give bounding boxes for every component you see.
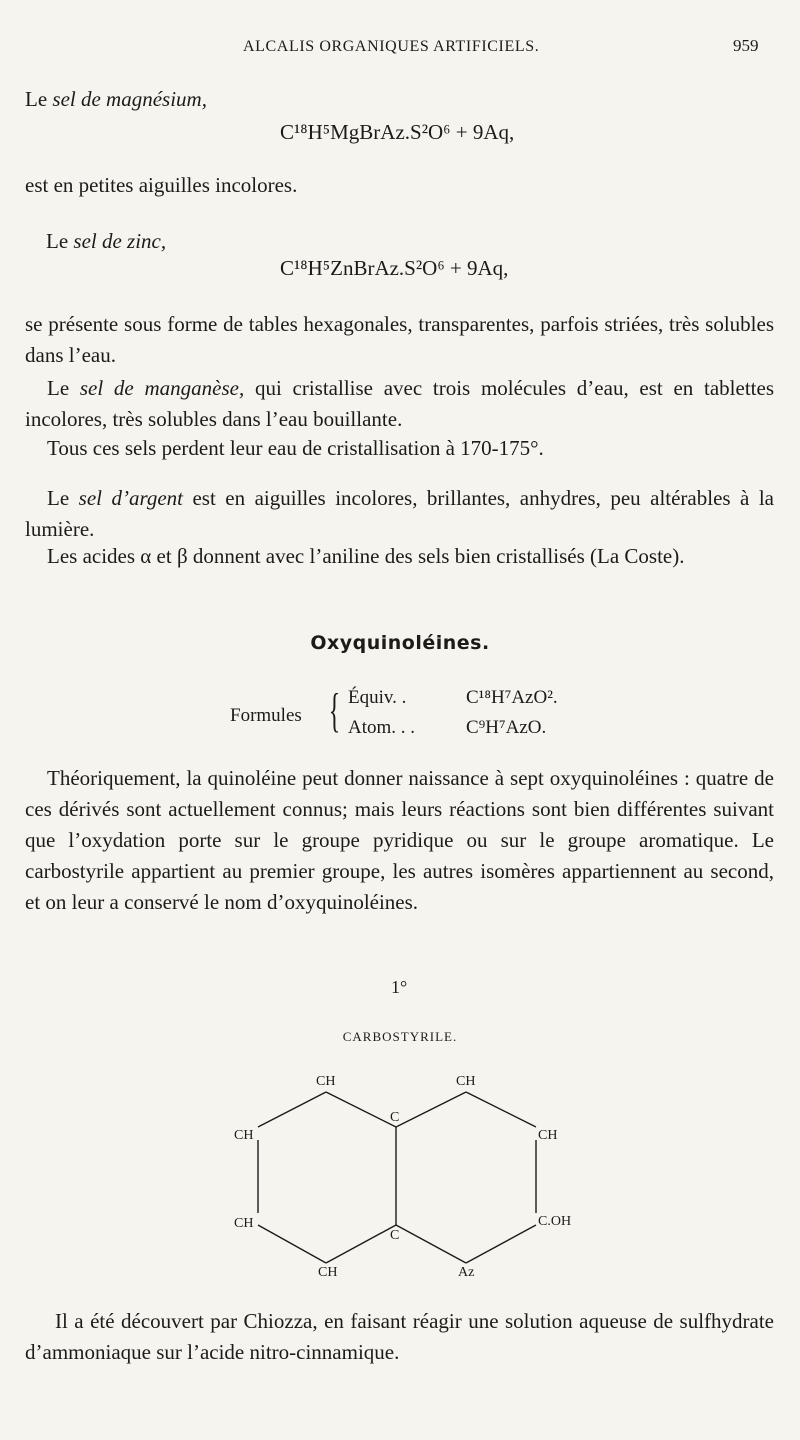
atom-label-ch-lower-left: CH bbox=[234, 1216, 254, 1231]
magnesium-formula: C¹⁸H⁵MgBrAz.S²O⁶ + 9Aq, bbox=[280, 120, 515, 144]
sels-eau-paragraph: Tous ces sels perdent leur eau de cristallisation à 170-175°. bbox=[47, 436, 544, 460]
atom-label-ch-upper-right: CH bbox=[538, 1128, 558, 1143]
magnesium-intro: Le sel de magnésium, bbox=[25, 87, 207, 111]
manganese-paragraph: Le sel de manganèse, qui cristallise avec trois molécules d’eau, est en tablettes incolores, très solubles dans l’eau bouillante. bbox=[25, 376, 774, 431]
section-title: Oxyquinoléines. bbox=[310, 632, 490, 654]
magnesium-term: sel de magnésium, bbox=[52, 87, 207, 111]
formulas-label: Formules bbox=[230, 705, 302, 726]
page-number: 959 bbox=[733, 36, 759, 55]
atom-label-ch-top-right: CH bbox=[456, 1074, 476, 1089]
magnesium-description: est en petites aiguilles incolores. bbox=[25, 173, 298, 197]
zinc-intro: Le sel de zinc, bbox=[46, 229, 167, 253]
atom-label-c-upper-junction: C bbox=[390, 1110, 400, 1125]
equiv-value: C¹⁸H⁷AzO². bbox=[466, 687, 558, 708]
subsection-number: 1° bbox=[391, 977, 408, 997]
atom-label-c-oh: C.OH bbox=[538, 1214, 572, 1229]
atom-label-az: Az bbox=[458, 1265, 475, 1280]
theory-paragraph: Théoriquement, la quinoléine peut donner naissance à sept oxyquinoléines : quatre de ces dérivés sont actuellement connus; mais leurs réactions sont bien différentes suivant que l’oxydation porte sur le groupe pyridique ou sur le groupe aromatique. Le carbostyrile appartient au premier groupe, les autres isomères appartiennent au second, et on leur a conservé le nom d’oxyquinoléines. bbox=[25, 766, 774, 914]
manganese-term: sel de manganèse, bbox=[79, 376, 245, 400]
zinc-formula: C¹⁸H⁵ZnBrAz.S²O⁶ + 9Aq, bbox=[280, 256, 509, 280]
carbostyrile-structure-diagram bbox=[220, 1065, 580, 1290]
acides-paragraph: Les acides α et β donnent avec l’aniline des sels bien cristallisés (La Coste). bbox=[47, 544, 685, 568]
atom-label: Atom. . . bbox=[348, 717, 416, 738]
argent-paragraph: Le sel d’argent est en aiguilles incolores, brillantes, anhydres, peu altérables à la lumière. bbox=[25, 486, 775, 541]
atom-label-ch-upper-left: CH bbox=[234, 1128, 254, 1143]
argent-term: sel d’argent bbox=[78, 486, 183, 510]
atom-label-ch-top-left: CH bbox=[316, 1074, 336, 1089]
equiv-label: Équiv. . bbox=[348, 687, 407, 708]
zinc-term: sel de zinc, bbox=[73, 229, 167, 253]
atom-label-c-lower-junction: C bbox=[390, 1228, 400, 1243]
atom-row bbox=[348, 717, 547, 739]
equiv-row bbox=[348, 687, 558, 709]
closing-paragraph: Il a été découvert par Chiozza, en faisant réagir une solution aqueuse de sulfhydrate d’ammoniaque sur l’acide nitro-cinnamique. bbox=[25, 1309, 774, 1364]
zinc-description: se présente sous forme de tables hexagonales, transparentes, parfois striées, très solubles dans l’eau. bbox=[25, 312, 774, 367]
atom-value: C⁹H⁷AzO. bbox=[466, 717, 547, 738]
brace: { bbox=[328, 684, 341, 737]
header-title: ALCALIS ORGANIQUES ARTIFICIELS. bbox=[243, 38, 540, 55]
atom-label-ch-bottom: CH bbox=[318, 1265, 338, 1280]
subsection-title: CARBOSTYRILE. bbox=[342, 1029, 458, 1044]
